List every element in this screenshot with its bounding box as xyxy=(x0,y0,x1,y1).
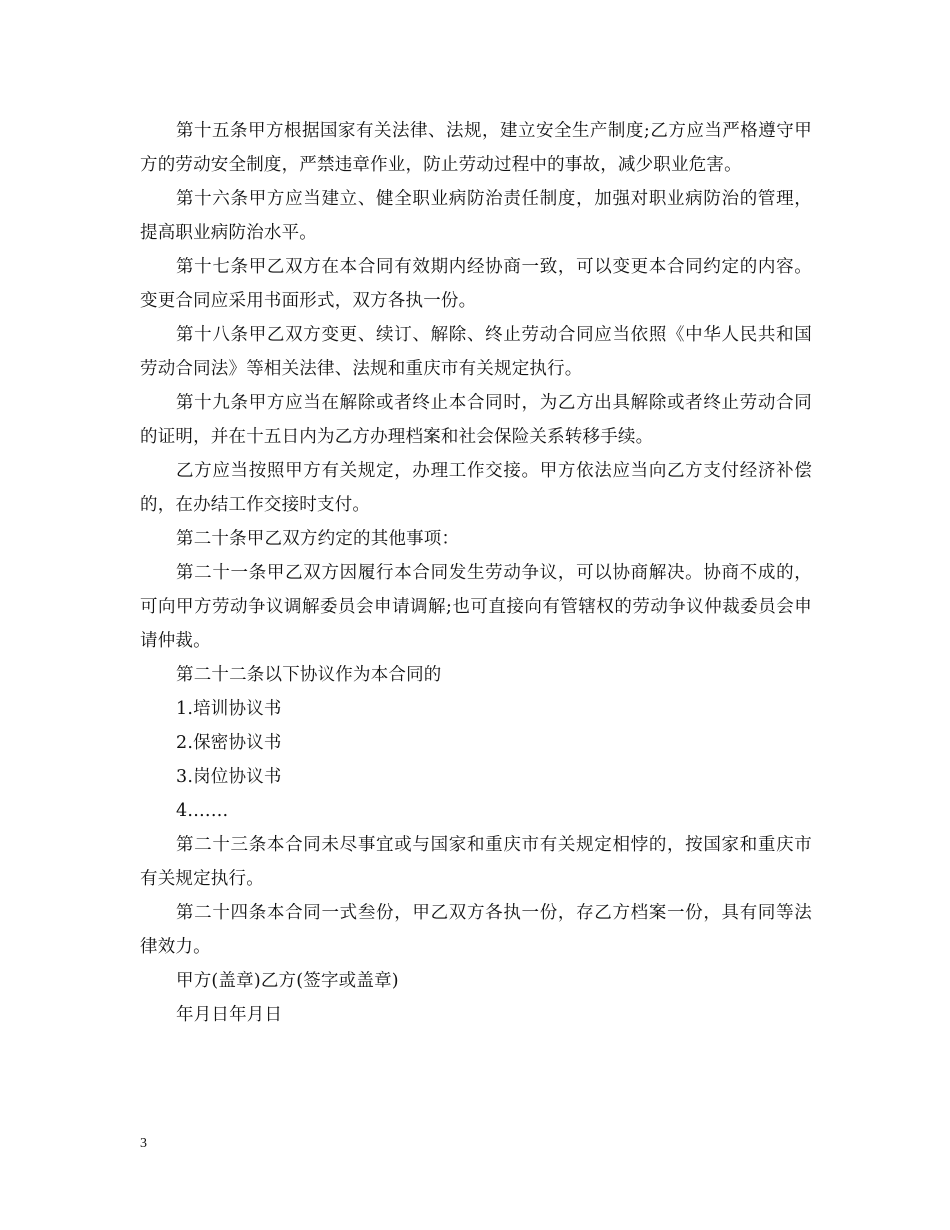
clause-17-paragraph: 第十七条甲乙双方在本合同有效期内经协商一致，可以变更本合同约定的内容。变更合同应采用书面形式，双方各执一份。 xyxy=(140,257,812,311)
list-item-position: 3.岗位协议书 xyxy=(176,767,282,787)
clause-15-paragraph: 第十五条甲方根据国家有关法律、法规，建立安全生产制度;乙方应当严格遵守甲方的劳动安全制度，严禁违章作业，防止劳动过程中的事故，减少职业危害。 xyxy=(140,121,812,175)
clause-24-paragraph: 第二十四条本合同一式叁份，甲乙双方各执一份，存乙方档案一份，具有同等法律效力。 xyxy=(140,903,812,957)
clause-18-paragraph: 第十八条甲乙双方变更、续订、解除、终止劳动合同应当依照《中华人民共和国劳动合同法》等相关法律、法规和重庆市有关规定执行。 xyxy=(140,325,812,379)
handover-paragraph: 乙方应当按照甲方有关规定，办理工作交接。甲方依法应当向乙方支付经济补偿的，在办结工作交接时支付。 xyxy=(140,461,812,515)
page-number: 3 xyxy=(140,1136,147,1151)
date-line: 年月日年月日 xyxy=(176,1005,283,1025)
signature-line: 甲方(盖章)乙方(签字或盖章) xyxy=(176,971,399,991)
clause-16-paragraph: 第十六条甲方应当建立、健全职业病防治责任制度，加强对职业病防治的管理，提高职业病防治水平。 xyxy=(140,189,812,243)
clause-22-paragraph: 第二十二条以下协议作为本合同的 xyxy=(176,665,442,685)
document-body xyxy=(140,114,812,1032)
list-item-training: 1.培训协议书 xyxy=(176,699,282,719)
clause-20-paragraph: 第二十条甲乙双方约定的其他事项： xyxy=(176,529,460,549)
clause-23-paragraph: 第二十三条本合同未尽事宜或与国家和重庆市有关规定相悖的，按国家和重庆市有关规定执行。 xyxy=(140,835,812,889)
clause-19-paragraph: 第十九条甲方应当在解除或者终止本合同时，为乙方出具解除或者终止劳动合同的证明，并在十五日内为乙方办理档案和社会保险关系转移手续。 xyxy=(140,393,812,447)
list-item-ellipsis: 4.…… xyxy=(176,801,229,821)
list-item-confidentiality: 2.保密协议书 xyxy=(176,733,282,753)
clause-21-paragraph: 第二十一条甲乙双方因履行本合同发生劳动争议，可以协商解决。协商不成的，可向甲方劳动争议调解委员会申请调解;也可直接向有管辖权的劳动争议仲裁委员会申请仲裁。 xyxy=(140,563,812,651)
